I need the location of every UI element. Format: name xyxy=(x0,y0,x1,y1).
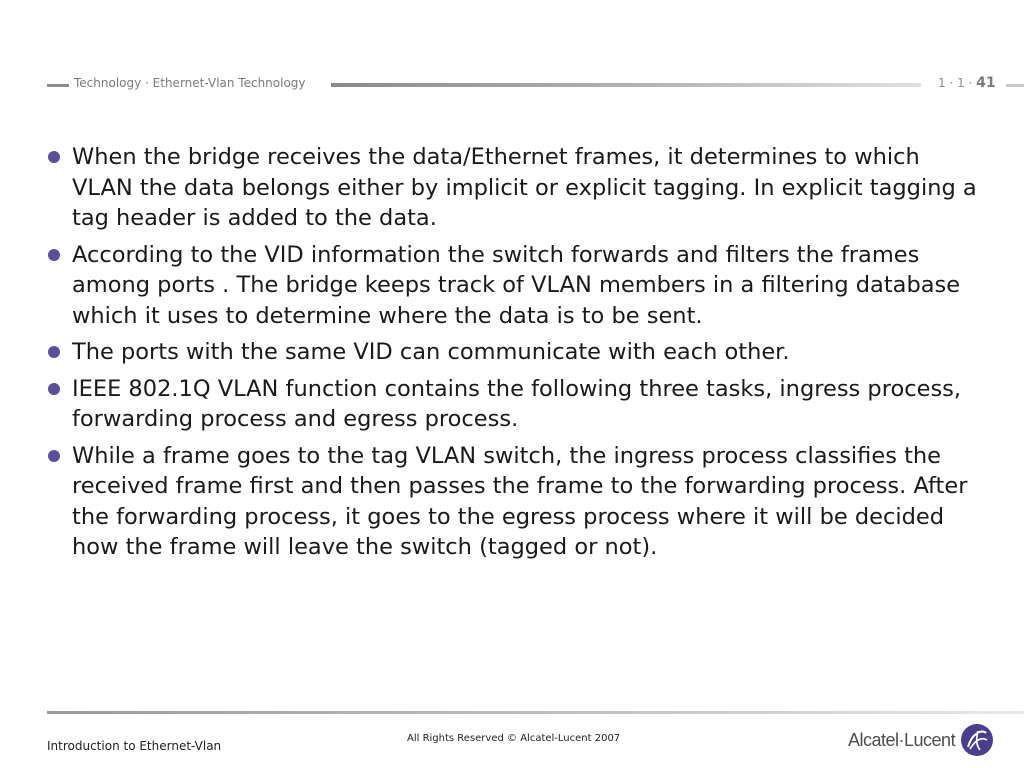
page-number: 41 xyxy=(976,75,996,91)
bullet-dot-icon xyxy=(48,450,60,462)
bullet-dot-icon xyxy=(48,249,60,261)
company-logo xyxy=(848,720,998,760)
bullet-dot-icon xyxy=(48,346,60,358)
copyright-notice: All Rights Reserved © Alcatel-Lucent 2007 xyxy=(407,733,621,744)
logo-wordmark: Alcatel·Lucent xyxy=(848,730,956,750)
page-prefix: 1 · 1 · xyxy=(938,76,977,90)
bullet-text: According to the VID information the switch forwards and filters the frames among ports . The bridge keeps track of VLAN members in a filtering database which it uses to determine where the data is to be sent. xyxy=(72,241,961,329)
bullet-list xyxy=(46,142,986,569)
bullet-item xyxy=(46,374,986,435)
page-indicator xyxy=(938,75,996,91)
bullet-dot-icon xyxy=(48,151,60,163)
bullet-item xyxy=(46,142,986,234)
bullet-text: The ports with the same VID can communicate with each other. xyxy=(72,339,790,365)
header-left-rule xyxy=(47,84,69,87)
bullet-dot-icon xyxy=(48,383,60,395)
section-title: Technology · Ethernet-Vlan Technology xyxy=(74,76,306,90)
logo-mark-icon xyxy=(960,723,994,757)
bullet-item xyxy=(46,337,986,368)
bullet-text: When the bridge receives the data/Ethernet frames, it determines to which VLAN the data belongs either by implicit or explicit tagging. In explicit tagging a tag header is added to the data. xyxy=(72,144,977,231)
header-right-rule xyxy=(1006,84,1024,87)
bullet-item xyxy=(46,441,986,563)
slide-header xyxy=(0,70,1024,100)
header-rule xyxy=(331,83,921,87)
course-title: Introduction to Ethernet-Vlan xyxy=(47,739,222,753)
bullet-text: IEEE 802.1Q VLAN function contains the following three tasks, ingress process, forwarding process and egress process. xyxy=(72,375,962,432)
footer-rule xyxy=(47,711,1024,714)
bullet-text: While a frame goes to the tag VLAN switch, the ingress process classifies the received frame first and then passes the frame to the forwarding process. After the forwarding process, it goes to the egress process where it will be decided how the frame will leave the switch (tagged or not). xyxy=(72,442,968,560)
bullet-item xyxy=(46,240,986,332)
